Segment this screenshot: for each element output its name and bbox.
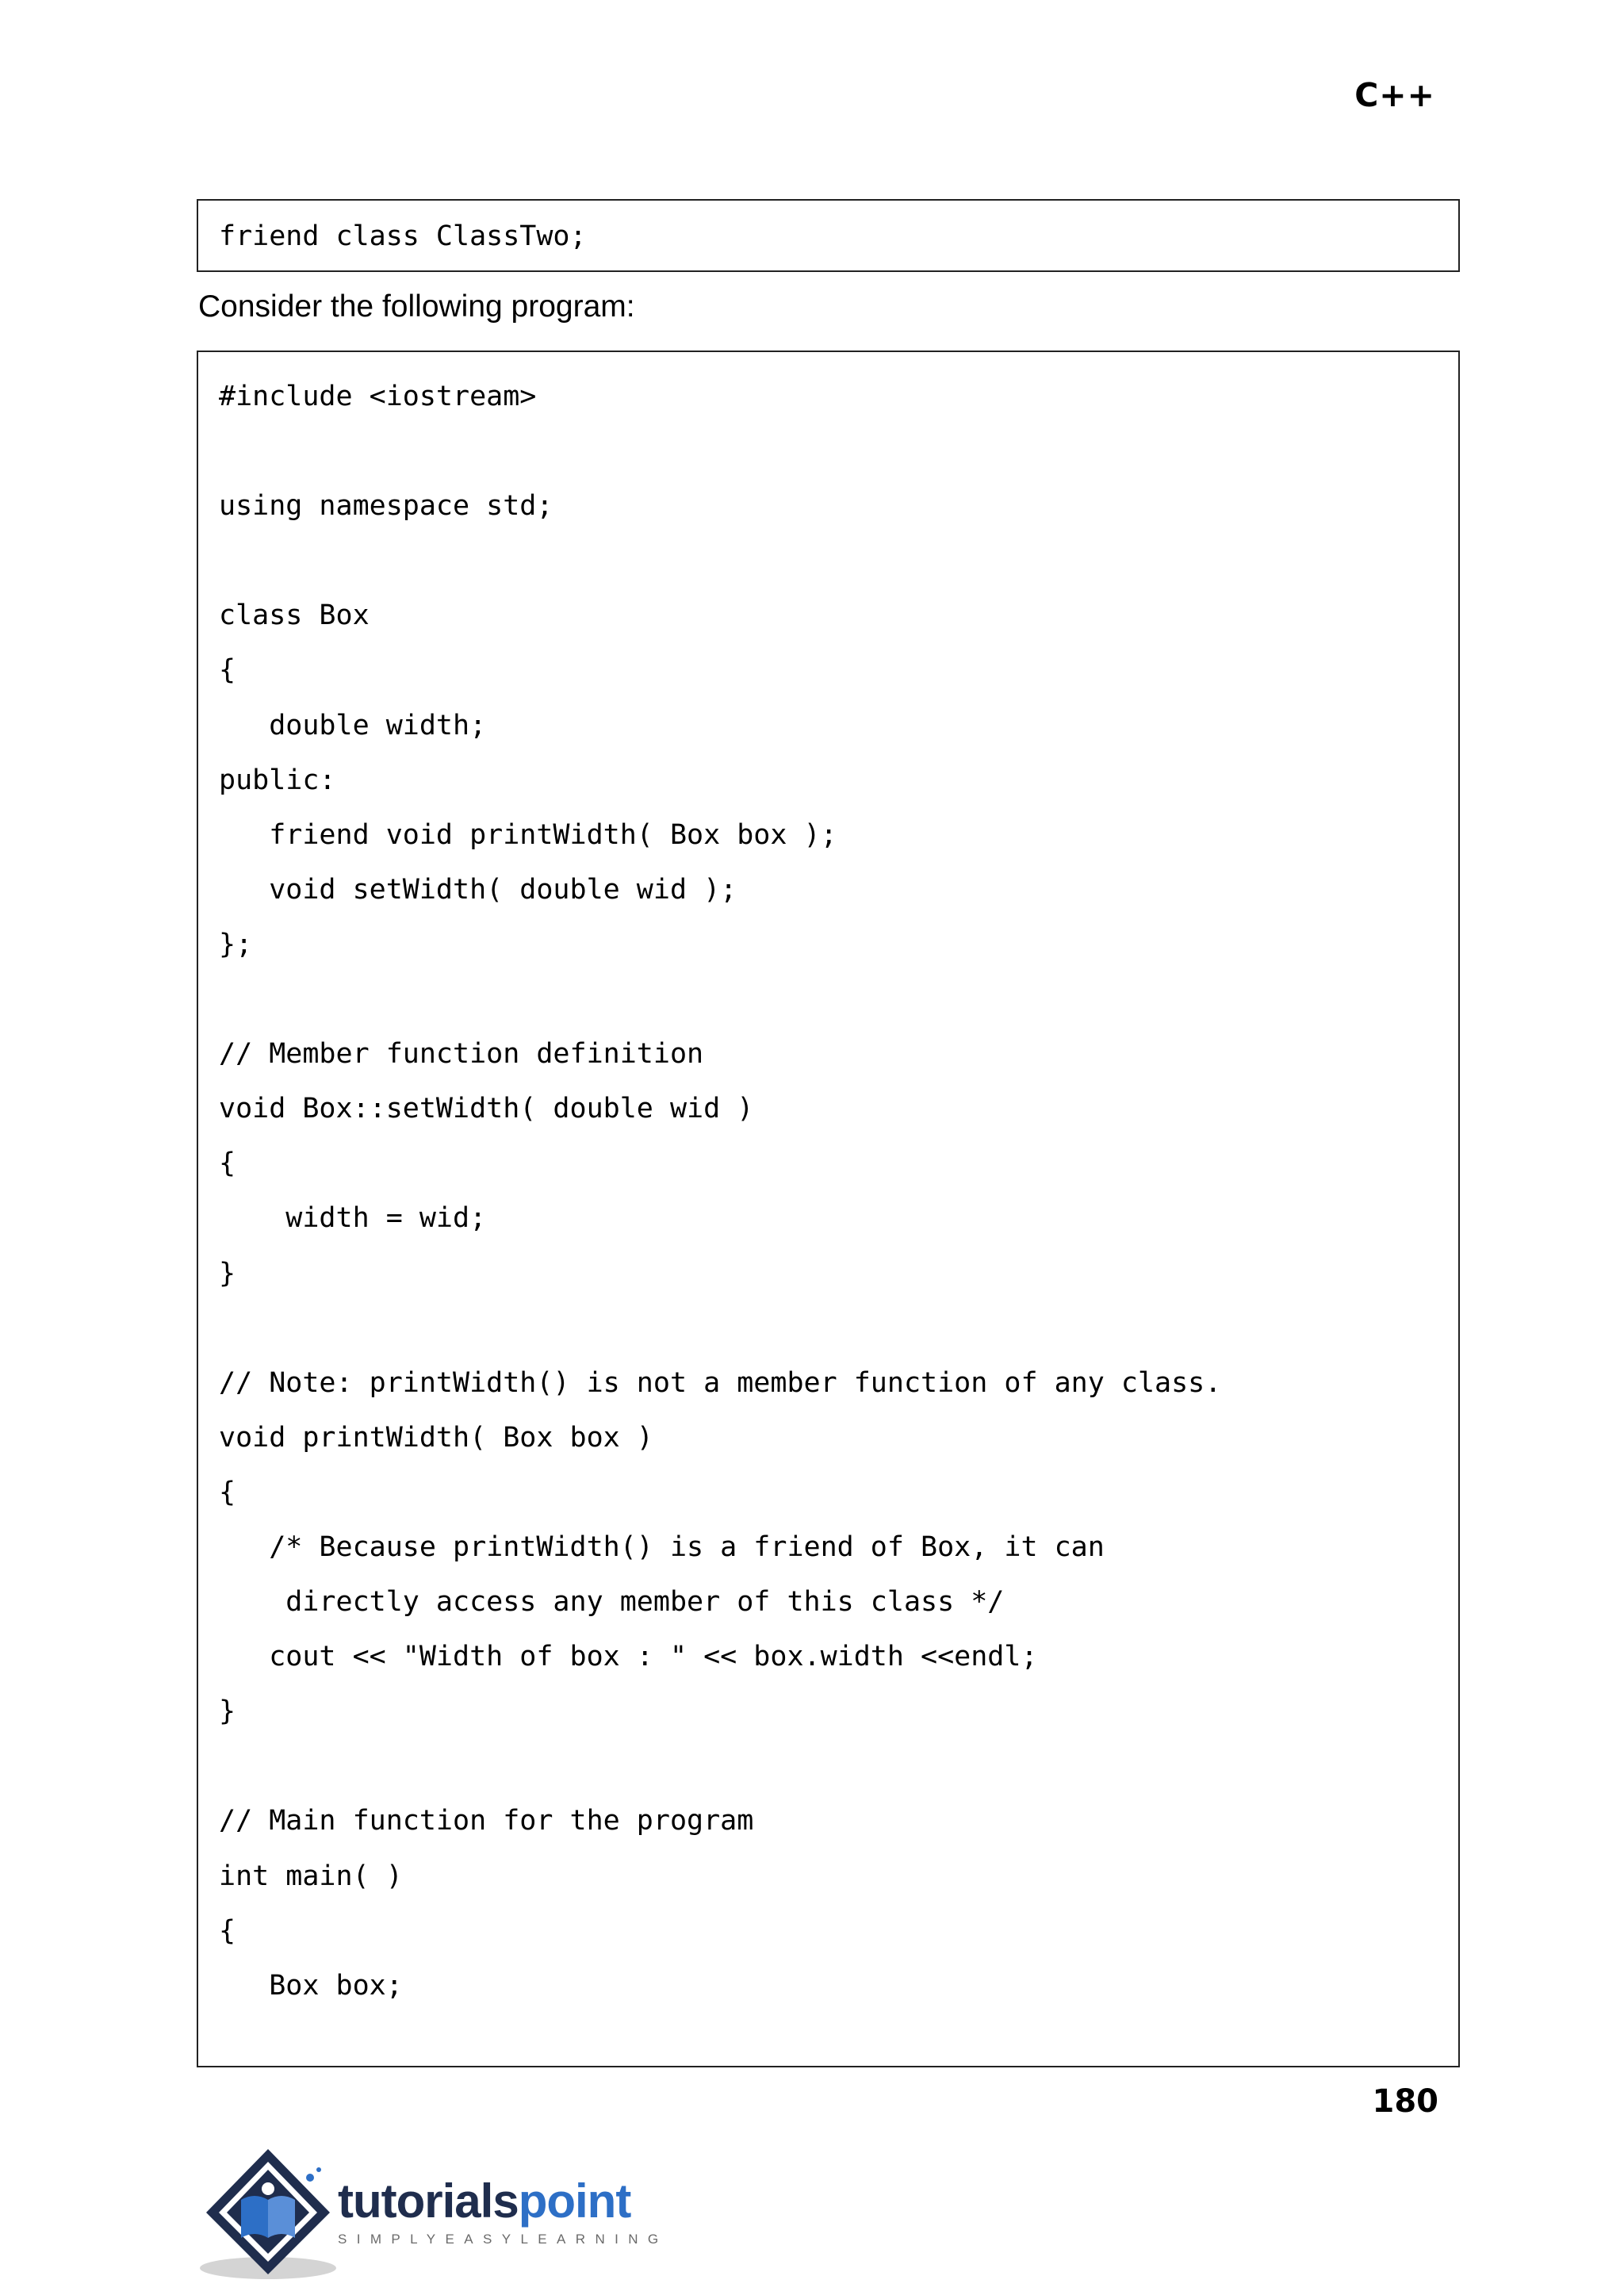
- footer-logo: [195, 2141, 687, 2292]
- page-number: 180: [1372, 2083, 1438, 2120]
- logo-wordmark: [338, 2176, 630, 2227]
- snippet-code-box: [197, 199, 1460, 272]
- logo-tagline: SIMPLYEASYLEARNING: [338, 2232, 668, 2247]
- logo-word-part2: point: [518, 2174, 631, 2228]
- program-code: #include <iostream> using namespace std; class Box { double width; public: friend void printWidth( Box box ); void setWidth( double wid ); }; // Member function definition void Box::setWidth( double wid ) { width = wid; } // Note: printWidth() is not a member function of any class. void printWidth( Box box ) { /* Because printWidth() is a friend of Box, it can directly access any member of this class */ cout << "Width of box : " << box.width <<endl; } // Main function for the program int main( ) { Box box;: [219, 381, 1222, 2002]
- intro-paragraph: Consider the following program:: [198, 289, 635, 324]
- snippet-code: friend class ClassTwo;: [219, 220, 587, 252]
- logo-word-part1: tutorials: [338, 2174, 519, 2228]
- program-code-box: [197, 351, 1460, 2067]
- page-header-title: C++: [1354, 76, 1435, 114]
- tutorialspoint-book-diamond-icon: [195, 2141, 346, 2292]
